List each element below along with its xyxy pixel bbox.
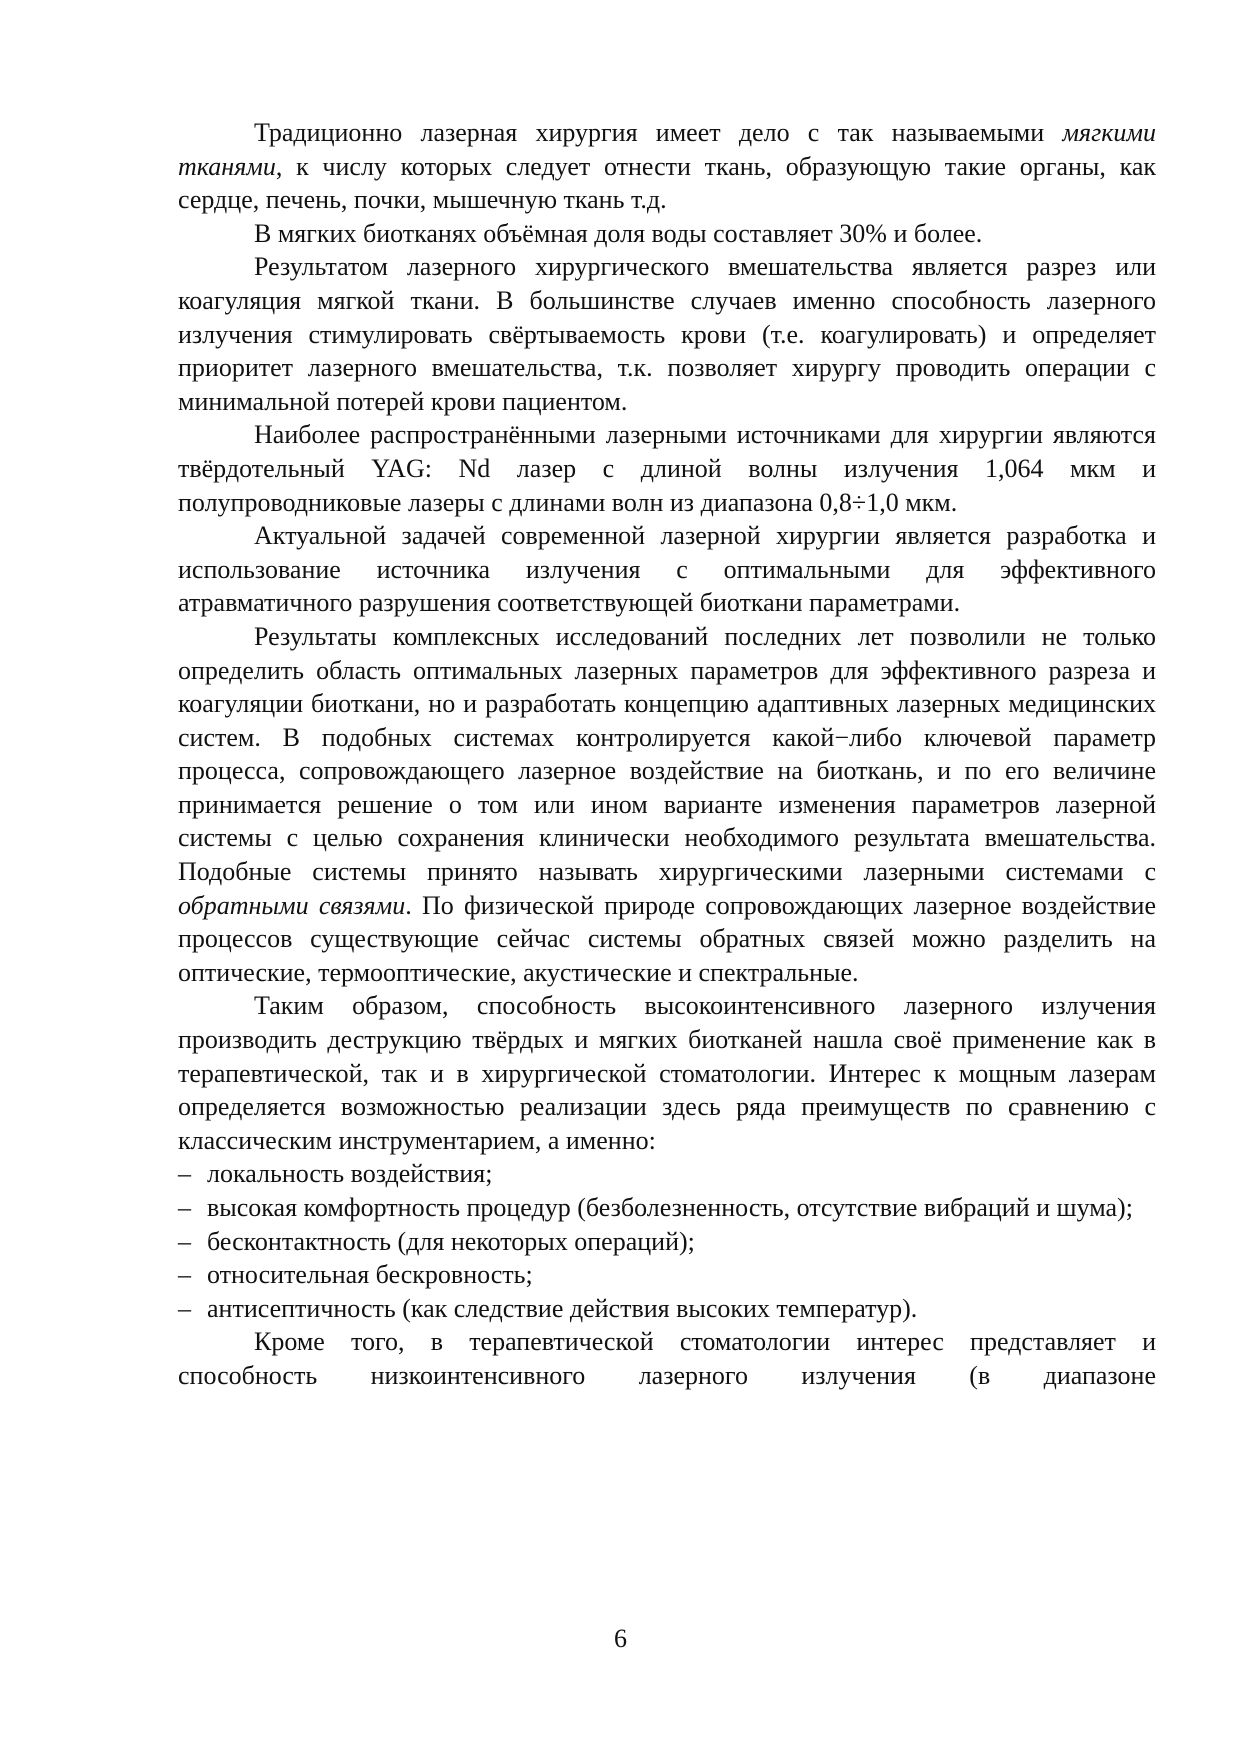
paragraph-text: , к числу которых следует отнести ткань, образующую такие органы, как сердце, печень, почки, мышечную ткань т.д. xyxy=(178,151,1156,215)
list-item xyxy=(178,1191,1156,1225)
dash-marker: – xyxy=(178,1193,191,1222)
page-number: 6 xyxy=(614,1624,627,1653)
dash-marker: – xyxy=(178,1260,191,1290)
list-item-text: локальность воздействия; xyxy=(207,1159,493,1189)
paragraph-laser-sources: Наиболее распространёнными лазерными источниками для хирургии являются твёрдотельный YAG: Nd лазер с длиной волны излучения 1,064 мкм и полупроводниковые лазеры с длинами волн из диапазона 0,8÷1,0 мкм. xyxy=(178,420,1156,517)
dash-marker: – xyxy=(178,1226,191,1256)
list-item xyxy=(178,1225,1156,1259)
list-item xyxy=(178,1258,1156,1292)
paragraph-low-intensity: Кроме того, в терапевтической стоматологии интерес представляет и способность низкоинтенсивного лазерного излучения (в диапазоне xyxy=(178,1327,1156,1390)
paragraph-dentistry: Таким образом, способность высокоинтенсивного лазерного излучения производить деструкцию твёрдых и мягких биотканей нашла своё применение как в терапевтической, так и в хирургической стоматологии. Интерес к мощным лазерам определяется возможностью реализации здесь ряда преимуществ по сравнению с классическим инструментарием, а именно: xyxy=(178,991,1156,1155)
emphasis-feedback: обратными связями xyxy=(178,890,406,920)
dash-marker: – xyxy=(178,1159,191,1189)
list-item-text: относительная бескровность; xyxy=(207,1260,533,1290)
list-item-text: антисептичность (как следствие действия высоких температур). xyxy=(207,1293,918,1323)
list-item xyxy=(178,1292,1156,1326)
advantages-list xyxy=(178,1157,1156,1325)
paragraph-text: Результаты комплексных исследований последних лет позволили не только определить область оптимальных лазерных параметров для эффективного разреза и коагуляции биоткани, но и разработать концепцию адаптивных лазерных медицинских систем. В подобных системах контролируется какой−либо ключевой параметр процесса, сопровождающего лазерное воздействие на биоткань, и по его величине принимается решение о том или ином варианте изменения параметров лазерной системы с целью сохранения клинически необходимого результата вмешательства. Подобные системы принято называть хирургическими лазерными системами с xyxy=(178,621,1156,887)
paragraph-actual-task: Актуальной задачей современной лазерной хирургии является разработка и использование источника излучения с оптимальными для эффективного атравматичного разрушения соответствующей биоткани параметрами. xyxy=(178,521,1156,618)
list-item-text: бесконтактность (для некоторых операций); xyxy=(207,1226,695,1256)
emphasis-soft-tissues: мягкими тканями xyxy=(178,118,1156,181)
dash-marker: – xyxy=(178,1293,191,1323)
paragraph-water-fraction: В мягких биотканях объёмная доля воды составляет 30% и более. xyxy=(254,218,983,248)
paragraph-text: . По физической природе сопровождающих лазерное воздействие процессов существующие сейчас системы обратных связей можно разделить на оптические, термооптические, акустические и спектральные. xyxy=(178,890,1156,987)
paragraph-feedback-systems xyxy=(178,620,1156,990)
paragraph-text: Традиционно лазерная хирургия имеет дело с так называемыми xyxy=(254,118,1063,147)
list-item xyxy=(178,1157,1156,1191)
page-body xyxy=(178,116,1156,1393)
paragraph-soft-tissues xyxy=(178,116,1156,217)
list-item-text: высокая комфортность процедур (безболезненность, отсутствие вибраций и шума); xyxy=(207,1193,1133,1222)
paragraph-coagulation: Результатом лазерного хирургического вмешательства является разрез или коагуляция мягкой ткани. В большинстве случаев именно способность лазерного излучения стимулировать свёртываемость крови (т.е. коагулировать) и определяет приоритет лазерного вмешательства, т.к. позволяет хирургу проводить операции с минимальной потерей крови пациентом. xyxy=(178,252,1156,416)
